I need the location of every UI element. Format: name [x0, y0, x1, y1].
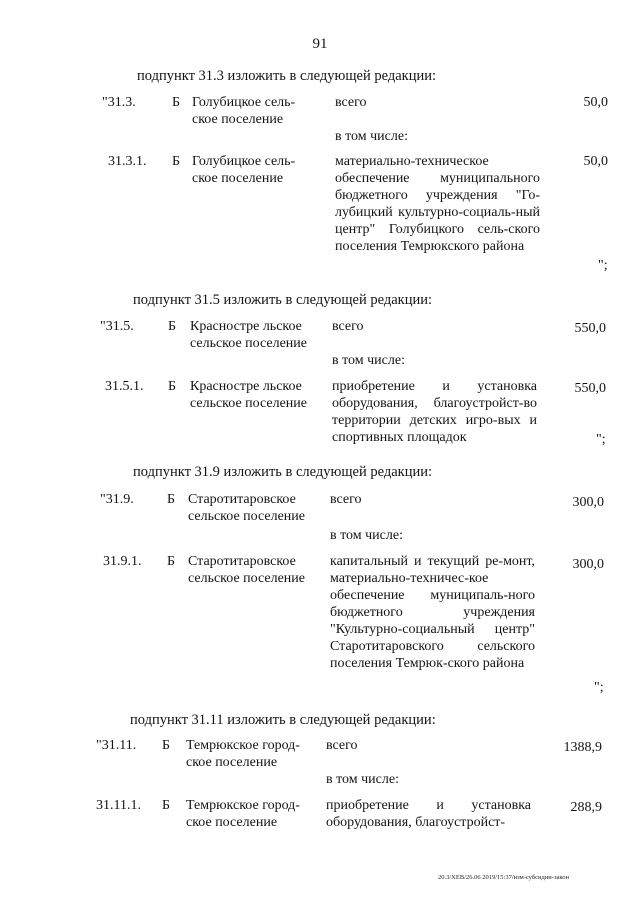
row-number: 31.11.1.	[96, 798, 141, 813]
row-name-line-2: ское поселение	[192, 112, 284, 127]
row-number: 31.3.1.	[108, 154, 147, 169]
section-intro: подпункт 31.9 изложить в следующей редакции:	[133, 464, 433, 480]
row-name	[192, 153, 312, 187]
row-name	[192, 94, 312, 128]
row-name-line-1: Старотитаровское	[188, 554, 296, 569]
row-number: "31.11.	[96, 738, 137, 753]
row-amount: 300,0	[572, 557, 604, 572]
row-letter: Б	[168, 319, 177, 334]
row-amount: 300,0	[572, 495, 604, 510]
row-desc: всего	[332, 319, 364, 334]
closing-quote: ";	[596, 432, 606, 447]
row-name-line-1: Старотитаровское	[188, 492, 296, 507]
row-desc: в том числе:	[330, 528, 403, 543]
row-number: "31.3.	[102, 95, 136, 110]
row-name	[190, 378, 320, 412]
row-desc: приобретение и установка оборудования, благоустройст-во территории детских игро-вых и спортивных площадок	[332, 379, 537, 445]
row-letter: Б	[168, 379, 177, 394]
row-amount: 550,0	[574, 381, 606, 396]
section-intro: подпункт 31.5 изложить в следующей редакции:	[133, 292, 433, 308]
row-number: 31.5.1.	[105, 379, 144, 394]
row-desc: капитальный и текущий ре-монт, материально-техничес-кое обеспечение муниципаль-ного бюджетного учреждения "Культурно-социальный центр" Старотитаровского сельского поселения Темрюк-ского района	[330, 554, 535, 671]
row-name-line-1: Красностре льское	[190, 379, 302, 394]
closing-quote: ";	[594, 680, 604, 695]
section-intro: подпункт 31.11 изложить в следующей редакции:	[130, 712, 436, 728]
row-letter: Б	[162, 798, 171, 813]
row-name-line-1: Темрюкское город-	[186, 798, 300, 813]
row-number: "31.5.	[100, 319, 134, 334]
row-name-line-1: Голубицкое сель-	[192, 95, 296, 110]
row-amount: 1388,9	[563, 740, 602, 755]
closing-quote: ";	[598, 258, 608, 273]
row-amount: 288,9	[570, 800, 602, 815]
row-name	[186, 797, 316, 831]
row-desc: в том числе:	[332, 353, 405, 368]
row-desc: всего	[330, 492, 362, 507]
row-desc: в том числе:	[326, 772, 399, 787]
row-name-line-1: Голубицкое сель-	[192, 154, 296, 169]
row-amount: 50,0	[583, 95, 608, 110]
row-name-line-1: Красностре льское	[190, 319, 302, 334]
row-amount: 550,0	[574, 321, 606, 336]
row-desc: материально-техническое обеспечение муниципального бюджетного учреждения "Го-лубицкий культурно-социаль-ный центр" Голубицкого сель-ского поселения Темрюкского района	[335, 154, 540, 254]
row-name-line-2: сельское поселение	[188, 571, 305, 586]
row-name	[188, 491, 318, 525]
row-letter: Б	[172, 154, 181, 169]
row-name-line-2: сельское поселение	[188, 509, 305, 524]
row-name-line-2: ское поселение	[186, 755, 278, 770]
row-name	[190, 318, 320, 352]
row-name	[188, 553, 318, 587]
row-number: 31.9.1.	[103, 554, 142, 569]
row-desc: всего	[335, 95, 367, 110]
row-letter: Б	[162, 738, 171, 753]
section-intro: подпункт 31.3 изложить в следующей редакции:	[137, 68, 437, 84]
row-name	[186, 737, 316, 771]
row-name-line-2: сельское поселение	[190, 396, 307, 411]
row-letter: Б	[172, 95, 181, 110]
row-number: "31.9.	[100, 492, 134, 507]
row-name-line-1: Темрюкское город-	[186, 738, 300, 753]
row-desc: приобретение и установка оборудования, благоустройст-	[326, 798, 531, 830]
row-desc: всего	[326, 738, 358, 753]
footer-note: 20.3/ХЕВ/26.06 2019/15:37/изм-субсидии-закон	[438, 874, 569, 881]
row-amount: 50,0	[583, 154, 608, 169]
row-name-line-2: сельское поселение	[190, 336, 307, 351]
row-name-line-2: ское поселение	[186, 815, 278, 830]
row-desc: в том числе:	[335, 129, 408, 144]
row-letter: Б	[167, 554, 176, 569]
row-letter: Б	[167, 492, 176, 507]
page-number: 91	[312, 36, 328, 52]
row-name-line-2: ское поселение	[192, 171, 284, 186]
